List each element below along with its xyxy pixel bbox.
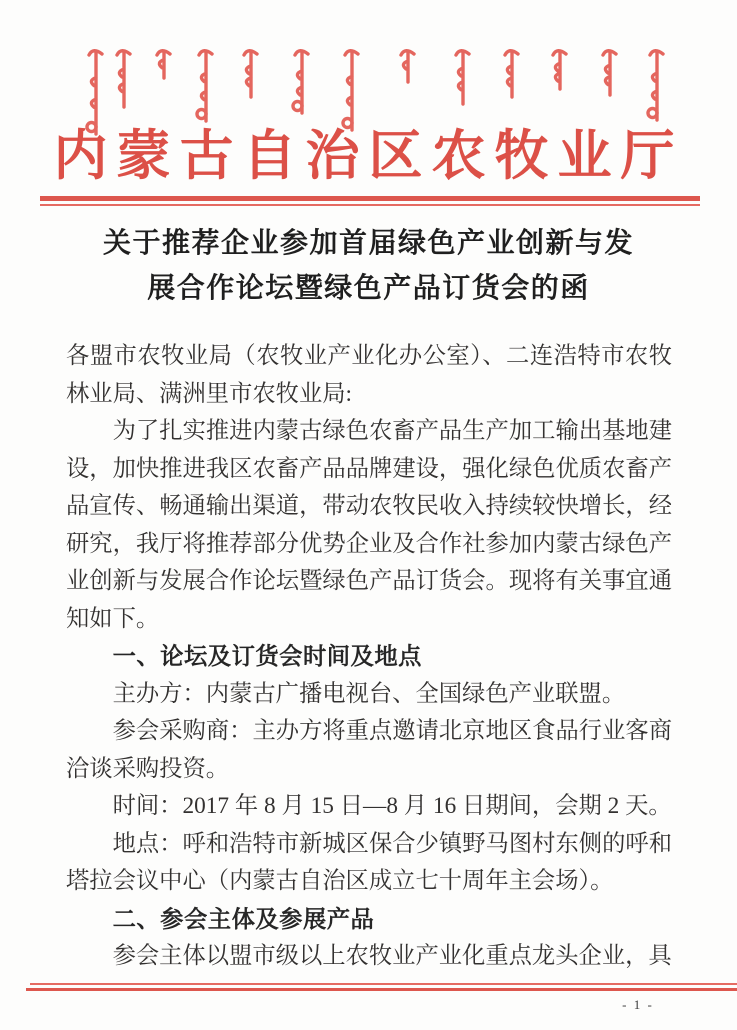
paragraph-participants: 参会主体以盟市级以上农牧业产业化重点龙头企业，具 — [112, 943, 672, 969]
document-title — [0, 221, 737, 311]
page-number: - 1 - — [622, 997, 654, 1012]
document-title-line1: 关于推荐企业参加首届绿色产业创新与发 — [102, 228, 634, 259]
paragraph-intro: 为了扎实推进内蒙古绿色农畜产品生产加工输出基地建设，加快推进我区农畜产品品牌建设，强化绿色优质农畜产品宣传、畅通输出渠道，带动农牧民收入持续较快增长，经研究，我厅将推荐部分优势企业及合作社参加内蒙古绿色产业创新与发展合作论坛暨绿色产品订货会。现将有关事宜通知如下。 — [66, 418, 672, 632]
paragraph-time: 时间：2017 年 8 月 15 日—8 月 16 日期间，会期 2 天。 — [112, 793, 672, 819]
letterhead-rule-thin — [40, 204, 700, 206]
salutation: 各盟市农牧业局（农牧业产业化办公室）、二连浩特市农牧林业局、满洲里市农牧业局: — [66, 343, 672, 407]
document-body — [66, 338, 672, 976]
paragraph-organizer: 主办方：内蒙古广播电视台、全国绿色产业联盟。 — [112, 680, 626, 707]
paragraph-location: 地点：呼和浩特市新城区保合少镇野马图村东侧的呼和塔拉会议中心（内蒙古自治区成立七十周年主会场）。 — [66, 830, 672, 894]
section-heading-2: 二、参会主体及参展产品 — [112, 905, 375, 932]
document-title-line2: 展合作论坛暨绿色产品订货会的函 — [147, 273, 590, 304]
footer-rule-thick — [26, 988, 737, 991]
agency-name: 内蒙古自治区农牧业厅 — [53, 126, 684, 186]
letterhead-rule-thick — [40, 196, 700, 201]
paragraph-buyers: 参会采购商：主办方将重点邀请北京地区食品行业客商洽谈采购投资。 — [66, 718, 672, 782]
footer-rule-thin — [30, 983, 737, 985]
section-heading-1: 一、论坛及订货会时间及地点 — [112, 643, 422, 669]
